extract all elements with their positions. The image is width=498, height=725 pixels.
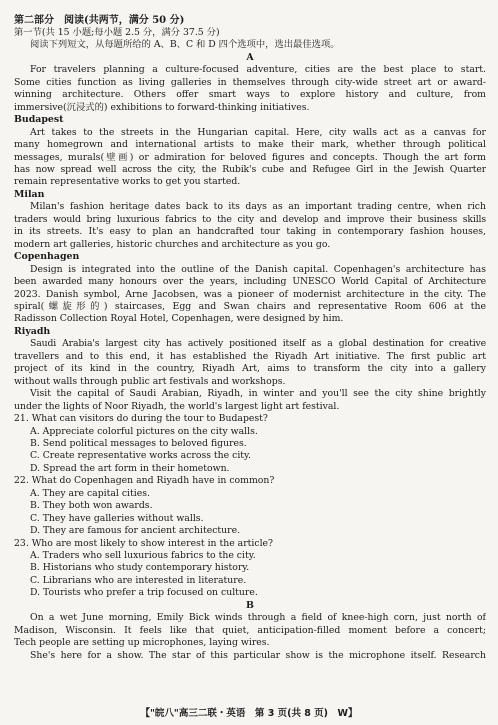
copenhagen-heading: Copenhagen — [14, 251, 80, 263]
riyadh-paragraph — [14, 338, 486, 388]
riyadh-line: without walls through public art festivals and workshops. — [14, 375, 286, 387]
intro-line: winning architecture. Others offer smart ways to explore history and culture, from — [14, 89, 486, 101]
budapest-line: has now spread well across the city, the Rubik's cube and Refugee Girl in the Jewish Quarter — [14, 163, 486, 175]
question-21 — [14, 413, 486, 475]
copenhagen-paragraph — [14, 264, 486, 326]
budapest-line: Art takes to the streets in the Hungarian capital. Here, city walls act as a canvas for — [30, 126, 486, 138]
answer-option: D. Spread the art form in their hometown. — [30, 462, 230, 474]
answer-option: D. Tourists who prefer a trip focused on culture. — [30, 587, 258, 599]
passage-b-line: On a wet June morning, Emily Bick winds through a field of knee-high corn, just north of — [30, 612, 486, 624]
answer-option: A. They are capital cities. — [30, 487, 150, 499]
budapest-line: many homegrown and international artists to make their mark, whether through political — [14, 139, 486, 151]
section-title: 第二部分 阅读(共两节，满分 50 分) — [14, 15, 185, 26]
milan-line: traders would bring luxurious fabrics to the city and develop and improve their business skills — [14, 213, 486, 225]
section-subtitle: 第一节(共 15 小题;每小题 2.5 分，满分 37.5 分) — [14, 27, 220, 38]
question-stem: 23. Who are most likely to show interest in the article? — [14, 537, 274, 549]
copenhagen-line: spiral(螺旋形的) staircases, Egg and Swan chairs and representative Room 606 at the — [14, 300, 486, 312]
copenhagen-line: been awarded many honours over the years, including UNESCO World Capital of Architecture — [14, 276, 486, 288]
answer-option: A. Appreciate colorful pictures on the city walls. — [30, 425, 258, 437]
copenhagen-line: Design is integrated into the outline of the Danish capital. Copenhagen's architecture has — [30, 263, 486, 275]
answer-option: C. Librarians who are interested in literature. — [30, 574, 247, 586]
riyadh-line: under the lights of Noor Riyadh, the world's largest light art festival. — [14, 400, 340, 412]
intro-line: For travelers planning a culture-focused adventure, cities are the best place to start. — [30, 64, 486, 76]
passage-b-line: She's here for a show. The star of this particular show is the microphone itself. Research — [30, 649, 486, 661]
passage-a-intro — [14, 64, 486, 114]
section-instruction: 阅读下列短文，从每题所给的 A、B、C 和 D 四个选项中，选出最佳选项。 — [30, 39, 340, 51]
riyadh-line: travellers and to this end, it has established the Riyadh Art initiative. The first public art — [14, 350, 486, 362]
milan-heading: Milan — [14, 188, 45, 200]
page-footer: 【"皖八"高三二联・英语 第 3 页(共 8 页) W】 — [140, 708, 358, 719]
question-stem: 22. What do Copenhagen and Riyadh have in common? — [14, 475, 275, 487]
answer-option: B. Send political messages to beloved figures. — [30, 437, 247, 449]
passage-b-line: Madison, Wisconsin. It feels like that quiet, anticipation-filled moment before a concert; — [14, 624, 486, 636]
answer-option: C. Create representative works across the city. — [30, 450, 252, 462]
passage-b-line: Tech people are setting up microphones, laying wires. — [14, 637, 270, 649]
riyadh-heading: Riyadh — [14, 325, 51, 337]
answer-option: D. They are famous for ancient architecture. — [30, 525, 241, 537]
milan-paragraph — [14, 201, 486, 251]
copenhagen-line: 2023. Danish symbol, Arne Jacobsen, was a pioneer of modernist architecture in the city. The — [14, 288, 486, 300]
milan-line: Milan's fashion heritage dates back to its days as an important trading centre, when rich — [30, 201, 486, 213]
intro-line: immersive(沉浸式的) exhibitions to forward-thinking initiatives. — [14, 101, 310, 113]
answer-option: C. They have galleries without walls. — [30, 512, 204, 524]
answer-option: B. They both won awards. — [30, 500, 153, 512]
riyadh-line: Visit the capital of Saudi Arabian, Riyadh, in winter and you'll see the city shine brightly — [30, 388, 486, 400]
budapest-heading: Budapest — [14, 114, 64, 126]
intro-line: Some cities function as living galleries in themselves through city-wide street art or award- — [14, 76, 486, 88]
copenhagen-line: Radisson Collection Royal Hotel, Copenhagen, were designed by him. — [14, 313, 344, 325]
riyadh-paragraph-2 — [14, 388, 486, 413]
passage-b-letter: B — [246, 599, 254, 611]
milan-line: modern art galleries, historic churches and architecture as you go. — [14, 238, 331, 250]
question-stem: 21. What can visitors do during the tour to Budapest? — [14, 413, 268, 425]
answer-option: B. Historians who study contemporary history. — [30, 562, 250, 574]
passage-a-letter: A — [246, 51, 254, 63]
budapest-paragraph — [14, 127, 486, 189]
answer-option: A. Traders who sell luxurious fabrics to the city. — [30, 550, 256, 562]
budapest-line: remain representative works to get you started. — [14, 176, 241, 188]
question-23 — [14, 538, 486, 600]
milan-line: in its streets. It's easy to plan an handcrafted tour taking in contemporary fashion houses, — [14, 226, 486, 238]
question-22 — [14, 475, 486, 537]
riyadh-line: project of its kind in the country, Riyadh Art, aims to transform the city into a gallery — [14, 363, 486, 375]
riyadh-line: Saudi Arabia's largest city has actively positioned itself as a global destination for creative — [30, 338, 486, 350]
passage-b-paragraph — [14, 612, 486, 662]
budapest-line: messages, murals(壁画) or admiration for beloved figures and concepts. Though the art form — [14, 151, 486, 163]
